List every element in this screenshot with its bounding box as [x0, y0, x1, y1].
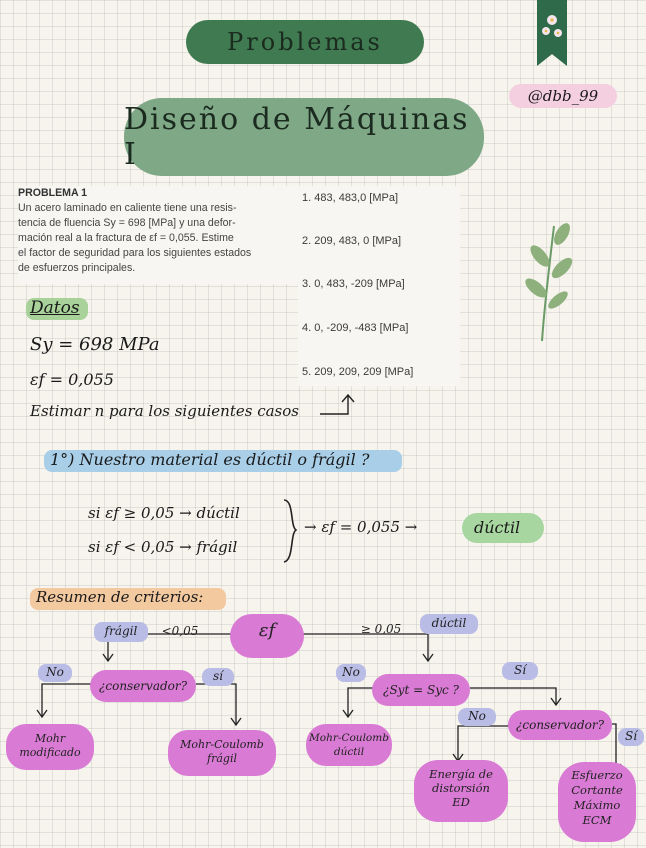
- si2-label: Sí: [513, 663, 527, 677]
- datos-sy: Sy = 698 MPa: [30, 334, 160, 355]
- course-title: [124, 98, 484, 176]
- result-prefix: → εf = 0,055 →: [304, 518, 418, 536]
- problem-heading: PROBLEMA 1: [18, 187, 88, 199]
- datos-heading: Datos: [30, 298, 80, 318]
- no1-label: No: [46, 665, 64, 679]
- leaf-icon: [514, 216, 574, 346]
- no2-label: No: [342, 665, 360, 679]
- mohr-coulomb-fragil-label: Mohr-Coulomb frágil: [180, 738, 264, 765]
- energia-label: Energía de distorsión ED: [429, 767, 493, 809]
- fragil-label: frágil: [104, 624, 138, 638]
- conservador2-label: ¿conservador?: [515, 718, 605, 732]
- no3-label: No: [468, 709, 486, 723]
- badge-title: [186, 20, 424, 64]
- problem-text-4: el factor de seguridad para los siguientes estados: [18, 247, 252, 259]
- option-5: 5. 209, 209, 209 [MPa]: [302, 366, 414, 378]
- ductil-label: dúctil: [431, 616, 467, 630]
- option-2: 2. 209, 483, 0 [MPa]: [302, 235, 402, 247]
- handle-text: @dbb_99: [527, 87, 599, 105]
- flower-icon: [537, 4, 567, 54]
- mohr-coulomb-ductil-label: Mohr-Coulomb dúctil: [309, 732, 389, 758]
- mohr-mod-label: Mohr modificado: [19, 732, 81, 759]
- arrow-up-icon: [318, 392, 358, 420]
- syt-label: ¿Syt = Syc ?: [383, 683, 459, 697]
- problem-text-5: de esfuerzos principales.: [18, 262, 136, 274]
- problem-text-3: mación real a la fractura de εf = 0,055. Estime: [18, 232, 234, 244]
- esfuerzo-label: Esfuerzo Cortante Máximo ECM: [571, 768, 623, 827]
- result-ductil: dúctil: [474, 518, 521, 537]
- problem-statement: [18, 186, 298, 284]
- si3-label: Sí: [624, 729, 638, 743]
- step1-question: 1°) Nuestro material es dúctil o frágil ?: [50, 450, 370, 469]
- course-title-text: Diseño de Máquinas I: [124, 102, 470, 172]
- problem-text-2: tencia de fluencia Sy = 698 [MPa] y una defor-: [18, 217, 236, 229]
- si1-label: sí: [213, 669, 223, 683]
- problem-text-1: Un acero laminado en caliente tiene una resis-: [18, 202, 237, 214]
- ge-label: ≥ 0,05: [360, 622, 402, 636]
- lt-label: <0,05: [161, 624, 199, 638]
- conservador1-label: ¿conservador?: [98, 679, 188, 693]
- datos-ef: εf = 0,055: [30, 370, 114, 389]
- option-4: 4. 0, -209, -483 [MPa]: [302, 322, 409, 334]
- bookmark-ribbon: [537, 0, 567, 66]
- option-3: 3. 0, 483, -209 [MPa]: [302, 278, 405, 290]
- rule-fragil: si εf < 0,05 → frágil: [88, 538, 238, 556]
- root-label: εf: [258, 620, 276, 641]
- summary-heading: Resumen de criterios:: [36, 588, 204, 606]
- rule-ductil: si εf ≥ 0,05 → dúctil: [88, 504, 240, 522]
- badge-title-text: Problemas: [227, 28, 383, 56]
- handle-badge: [509, 84, 617, 108]
- option-1: 1. 483, 483,0 [MPa]: [302, 192, 399, 204]
- brace-icon: [280, 496, 300, 566]
- datos-estimate: Estimar n para los siguientes casos: [30, 402, 299, 420]
